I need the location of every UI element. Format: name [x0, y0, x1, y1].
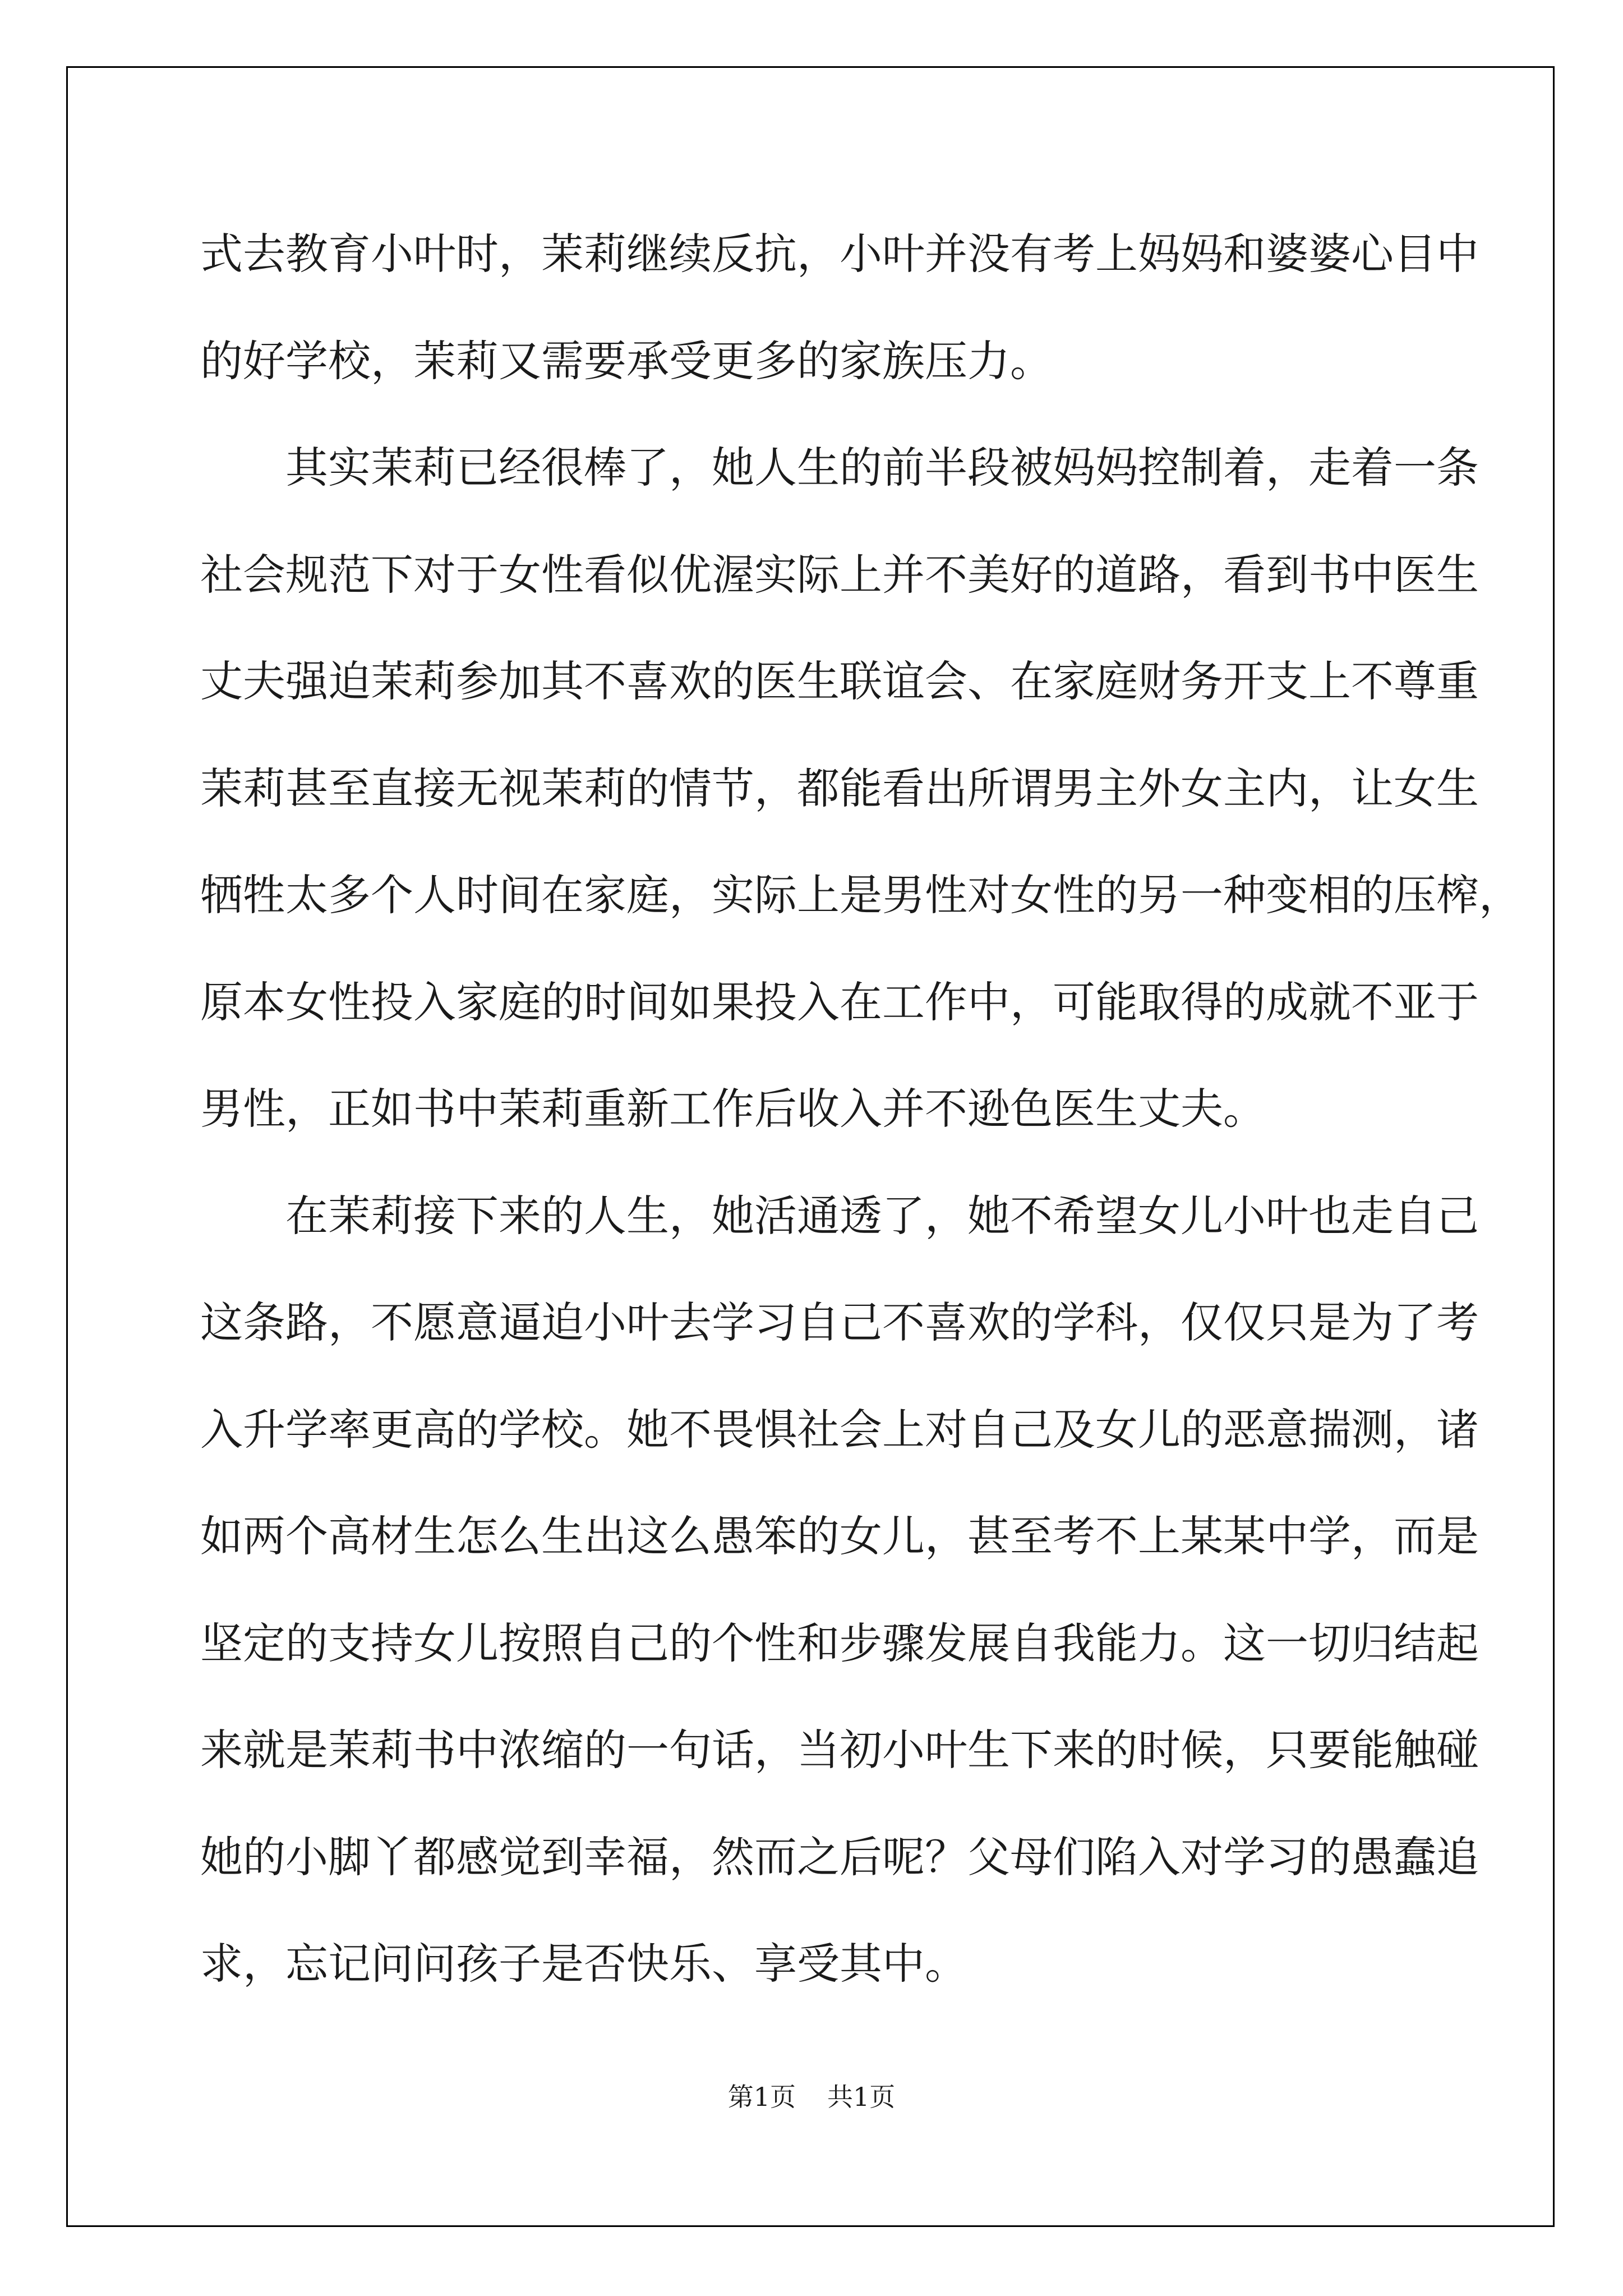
text-line: 坚定的支持女儿按照自己的个性和步骤发展自我能力。这一切归结起: [200, 1618, 1479, 1668]
text-line: 牺牲太多个人时间在家庭，实际上是男性对女性的另一种变相的压榨，: [200, 870, 1521, 920]
text-line: 式去教育小叶时，茉莉继续反抗，小叶并没有考上妈妈和婆婆心目中: [200, 229, 1479, 279]
text-line: 这条路，不愿意逼迫小叶去学习自己不喜欢的学科，仅仅只是为了考: [200, 1297, 1479, 1347]
text-line: 她的小脚丫都感觉到幸福，然而之后呢？父母们陷入对学习的愚蠢追: [200, 1832, 1479, 1882]
text-line: 社会规范下对于女性看似优渥实际上并不美好的道路，看到书中医生: [200, 549, 1479, 600]
text-line: 求，忘记问问孩子是否快乐、享受其中。: [200, 1939, 967, 1989]
text-line: 在茉莉接下来的人生，她活通透了，她不希望女儿小叶也走自己: [285, 1190, 1479, 1241]
text-line: 来就是茉莉书中浓缩的一句话，当初小叶生下来的时候，只要能触碰: [200, 1725, 1479, 1775]
text-line: 的好学校，茉莉又需要承受更多的家族压力。: [200, 335, 1053, 386]
text-line: 其实茉莉已经很棒了，她人生的前半段被妈妈控制着，走着一条: [285, 443, 1479, 493]
text-line: 男性，正如书中茉莉重新工作后收入并不逊色医生丈夫。: [200, 1084, 1266, 1134]
text-line: 茉莉甚至直接无视茉莉的情节，都能看出所谓男主外女主内，让女生: [200, 763, 1479, 813]
page-footer: [0, 2077, 1623, 2114]
page-number: 第1页: [727, 2082, 796, 2112]
text-line: 丈夫强迫茉莉参加其不喜欢的医生联谊会、在家庭财务开支上不尊重: [200, 656, 1479, 706]
document-body: [200, 201, 1521, 2018]
text-line: 入升学率更高的学校。她不畏惧社会上对自己及女儿的恶意揣测，诸: [200, 1404, 1479, 1455]
page-total: 共1页: [827, 2082, 896, 2112]
text-line: 原本女性投入家庭的时间如果投入在工作中，可能取得的成就不亚于: [200, 977, 1479, 1027]
text-line: 如两个高材生怎么生出这么愚笨的女儿，甚至考不上某某中学，而是: [200, 1511, 1479, 1561]
